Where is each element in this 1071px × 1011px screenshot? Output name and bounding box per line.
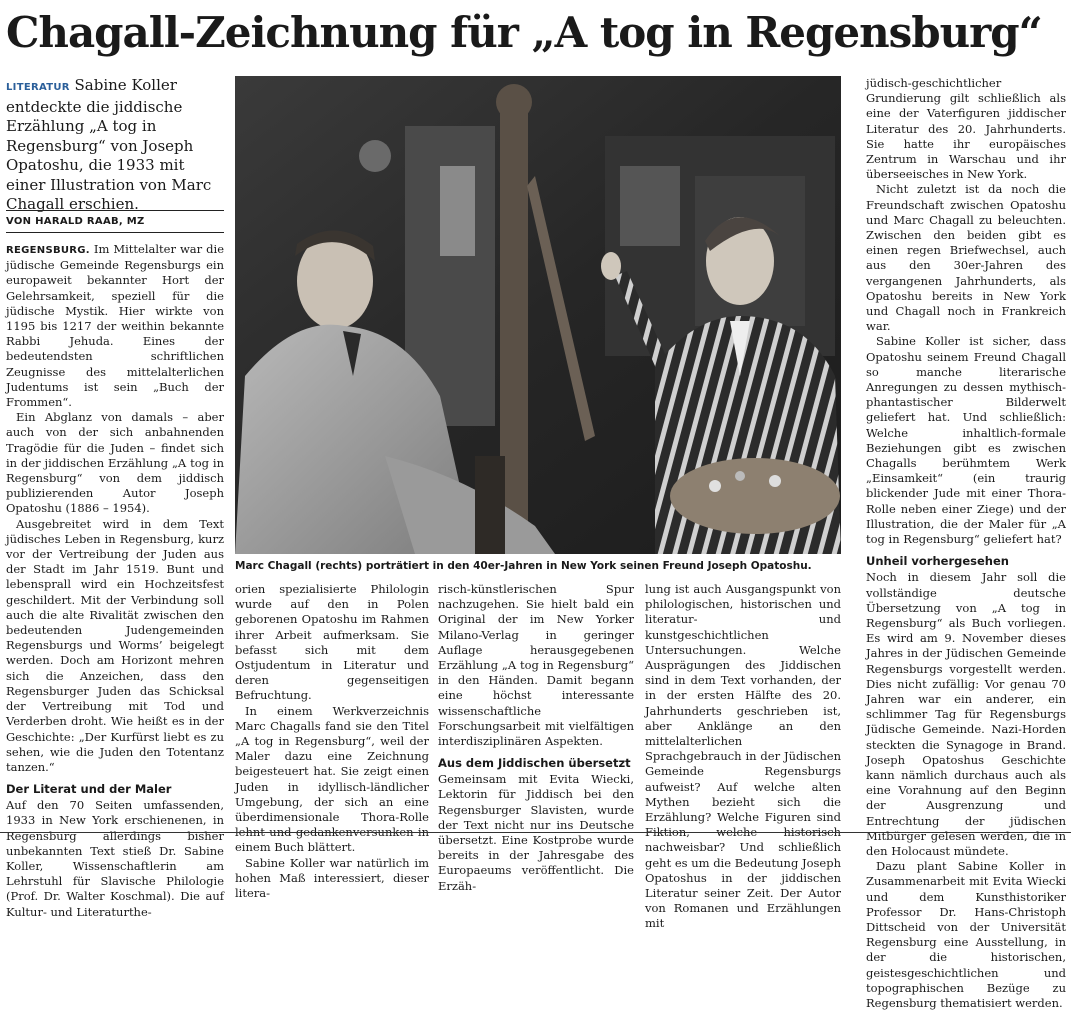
subheading: Unheil vorhergesehen: [866, 554, 1009, 569]
paragraph: Ein Abglanz von damals – aber auch von der sich anbahnenden Tragödie für die Juden – findet sich in der jiddischen Erzählung „A tog in Regensburg“ von dem jiddisch publizierenden Autor Joseph Opatoshu (1886 – 1954).: [6, 410, 224, 516]
paragraph: Ausgebreitet wird in dem Text jüdisches Leben in Regensburg, kurz vor der Vertreibung der Juden aus der Stadt im Jahr 1519. Bunt und lebensprall wird ein Hochzeitsfest geschildert. Mit der Verbindung soll auch die alte Rivalität zwischen den bedeutenden Judengemeinden Regensburgs und Worms’ beigelegt werden. Doch am Horizont mehren sich die Anzeichen, dass den Regensburger Juden das Schicksal der Vertreibung mit Tod und Verderben droht. Wie heißt es in der Geschichte: „Der Kurfürst liebt es zu sehen, wie die Juden den Totentanz tanzen.“: [6, 516, 224, 774]
paragraph: [6, 242, 224, 410]
photo-chagall-opatoshu: [235, 76, 841, 554]
article-column-3: [438, 582, 634, 893]
subheading: Aus dem Jiddischen übersetzt: [438, 756, 631, 771]
lead-body: Sabine Koller entdeckte die jiddische Erzählung „A tog in Regensburg“ von Joseph Opatoshu, die 1933 mit einer Illustration von Marc Chagall erschien.: [6, 76, 212, 213]
paragraph: Sabine Koller ist sicher, dass Opatoshu seinem Freund Chagall so manche literarische Anregungen zu dessen mythisch-phantastischer Bilderwelt geliefert hat. Und schließlich: Welche inhaltlich-formale Beziehungen gibt es zwischen Chagalls berühmtem Werk „Einsamkeit“ (ein traurig blickender Jude mit einer Thora-Rolle neben einer Ziege) und der Illustration, die der Maler für „A tog in Regensburg“ geliefert hat?: [866, 334, 1066, 547]
paragraph: Noch in diesem Jahr soll die vollständige deutsche Übersetzung von „A tog in Regensburg“ als Buch vorliegen. Es wird am 9. November dieses Jahres in der Jüdischen Gemeinde Regensburgs vorgestellt werden. Dies nicht zufällig: Vor genau 70 Jahren war ein anderer, ein schlimmer Tag für Regensburgs Jüdische Gemeinde. Nazi-Horden steckten die Synagoge in Brand. Joseph Opatoshus Geschichte kann nämlich durchaus auch als eine Vorahnung auf den Beginn der Ausgrenzung und Entrechtung der jüdischen Mitbürger gelesen werden, die in den Holocaust mündete.: [866, 570, 1066, 858]
paragraph: risch-künstlerischen Spur nachzugehen. Sie hielt bald ein Original der im New Yorker Milano-Verlag in geringer Auflage herausgegebenen Erzählung „A tog in Regensburg“ in den Händen. Damit begann eine höchst interessante wissenschaftliche Forschungsarbeit mit vielfältigen interdisziplinären Aspekten.: [438, 582, 634, 749]
paragraph: orien spezialisierte Philologin wurde auf den in Polen geborenen Opatoshu im Rahmen ihrer Arbeit aufmerksam. Sie befasst sich mit dem Ostjudentum in Literatur und deren gegenseitigen Befruchtung.: [235, 582, 429, 703]
page-bottom-rule: [0, 832, 1071, 833]
paragraph: Sabine Koller war natürlich im hohen Maß interessiert, dieser litera-: [235, 855, 429, 901]
byline: VON HARALD RAAB, MZ: [6, 216, 145, 227]
paragraph: Auf den 70 Seiten umfassenden, 1933 in New York erschienenen, in Regensburg allerdings bisher unbekannten Text stieß Dr. Sabine Koller, Wissenschaftlerin am Lehrstuhl für Slavische Philologie (Prof. Dr. Walter Koschmal). Die auf Kultur- und Literaturthe-: [6, 798, 224, 919]
article-column-2: [235, 582, 429, 901]
article-column-5: [866, 76, 1066, 1010]
paragraph: Nicht zuletzt ist da noch die Freundschaft zwischen Opatoshu und Marc Chagall zu beleuchten. Zwischen den beiden gibt es einen regen Briefwechsel, auch aus den 30er-Jahren des vergangenen Jahrhunderts, als Opatoshu bereits in New York und Chagall noch in Frankreich war.: [866, 182, 1066, 334]
headline: Chagall-Zeichnung für „A tog in Regensburg“: [6, 8, 1042, 57]
photo-image: [235, 76, 841, 554]
article-column-1: [6, 242, 224, 919]
paragraph: In einem Werkverzeichnis Marc Chagalls fand sie den Titel „A tog in Regensburg“, weil der Maler dazu eine Zeichnung beigesteuert hat. Sie zeigt einen Juden in idyllisch-ländlicher Umgebung, der sich an eine überdimensionale Thora-Rolle lehnt und gedankenversunken in einem Buch blättert.: [235, 703, 429, 855]
paragraph: jüdisch-geschichtlicher Grundierung gilt schließlich als eine der Vaterfiguren jiddischer Literatur des 20. Jahrhunderts. Sie hatte ihr europäisches Zentrum in Warschau und ihr überseeisches in New York.: [866, 76, 1066, 182]
paragraph: lung ist auch Ausgangspunkt von philologischen, historischen und literatur- und kunstgeschichtlichen Untersuchungen. Welche Ausprägungen des Jiddischen sind in dem Text vorhanden, der in der ersten Hälfte des 20. Jahrhunderts geschrieben ist, aber Anklänge an den mittelalterlichen Sprachgebrauch in der Jüdischen Gemeinde Regensburgs aufweist? Auf welche alten Mythen bezieht sich die Erzählung? Welche Figuren sind Fiktion, welche historisch nachweisbar? Und schließlich geht es um die Bedeutung Joseph Opatoshus in der jiddischen Literatur seiner Zeit. Der Autor von Romanen und Erzählungen mit: [645, 582, 841, 931]
paragraph: Dazu plant Sabine Koller in Zusammenarbeit mit Evita Wiecki und dem Kunsthistoriker Professor Dr. Hans-Christoph Dittscheid von der Universität Regensburg eine Ausstellung, in der die historischen, geistesgeschichtlichen und topographischen Bezüge zu Regensburg thematisiert werden.: [866, 859, 1066, 1010]
article-column-4: [645, 582, 841, 931]
dateline: REGENSBURG.: [6, 245, 90, 256]
paragraph-text: Im Mittelalter war die jüdische Gemeinde Regensburgs ein europaweit bekannter Hort der Gelehrsamkeit, speziell für die jüdische Mystik. Hier wirkte von 1195 bis 1217 der weithin bekannte Rabbi Jehuda. Eines der bedeutendsten schriftlichen Zeugnisse des mittelalterlichen Judentums ist sein „Buch der Frommen“.: [6, 242, 224, 410]
subheading: Der Literat und der Maler: [6, 782, 172, 797]
kicker: LITERATUR: [6, 82, 70, 93]
photo-caption: Marc Chagall (rechts) porträtiert in den 40er-Jahren in New York seinen Freund Joseph Opatoshu.: [235, 560, 812, 572]
lead-text: [6, 76, 224, 213]
byline-divider-bottom: [6, 232, 224, 233]
byline-divider: [6, 210, 224, 211]
paragraph: Gemeinsam mit Evita Wiecki, Lektorin für Jiddisch bei den Regensburger Slavisten, wurde der Text nicht nur ins Deutsche übersetzt. Eine Kostprobe wurde bereits in der Jahresgabe des Europaeums veröffentlicht. Die Erzäh-: [438, 772, 634, 893]
